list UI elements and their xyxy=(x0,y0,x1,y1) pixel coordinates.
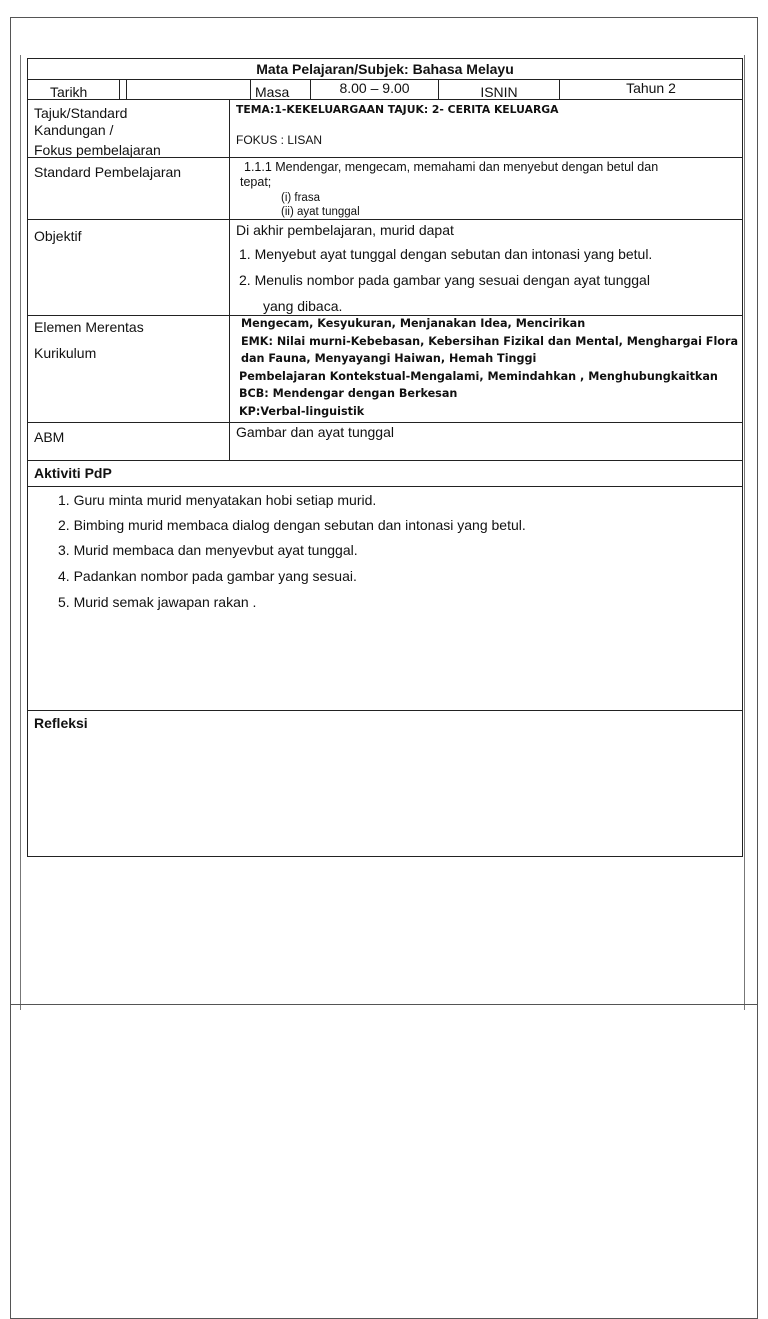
standard-line-4: (ii) ayat tunggal xyxy=(281,206,360,218)
tema-text: TEMA:1-KEKELUARGAAN TAJUK: 2- CERITA KELUARGA xyxy=(236,103,559,116)
objektif-intro: Di akhir pembelajaran, murid dapat xyxy=(236,222,454,238)
margin-line-right xyxy=(744,55,745,1010)
abm-label: ABM xyxy=(34,429,65,445)
tarikh-value[interactable] xyxy=(126,79,250,99)
aktiviti-item-3: 3. Murid membaca dan menyevbut ayat tunggal. xyxy=(58,542,358,558)
margin-line-left xyxy=(20,55,21,1010)
subject-title: Mata Pelajaran/Subjek: Bahasa Melayu xyxy=(256,61,514,77)
elemen-line-4: Pembelajaran Kontekstual-Mengalami, Memindahkan , Menghubungkaitkan xyxy=(239,370,718,383)
elemen-line-1: Mengecam, Kesyukuran, Menjanakan Idea, Mencirikan xyxy=(241,317,586,330)
refleksi-heading: Refleksi xyxy=(34,715,88,731)
aktiviti-item-2: 2. Bimbing murid membaca dialog dengan sebutan dan intonasi yang betul. xyxy=(58,517,526,533)
objektif-item-3: yang dibaca. xyxy=(263,298,343,314)
objektif-item-2: 2. Menulis nombor pada gambar yang sesuai dengan ayat tunggal xyxy=(239,272,650,288)
elemen-line-5: BCB: Mendengar dengan Berkesan xyxy=(239,387,458,400)
standard-label: Standard Pembelajaran xyxy=(34,164,182,180)
day-value: ISNIN xyxy=(438,79,559,99)
elemen-line-6: KP:Verbal-linguistik xyxy=(239,405,365,418)
lesson-plan-table xyxy=(27,58,743,857)
tajuk-label-1: Tajuk/Standard xyxy=(34,105,128,121)
aktiviti-heading: Aktiviti PdP xyxy=(34,465,112,481)
aktiviti-item-4: 4. Padankan nombor pada gambar yang sesuai. xyxy=(58,568,357,584)
aktiviti-item-5: 5. Murid semak jawapan rakan . xyxy=(58,594,257,610)
abm-value: Gambar dan ayat tunggal xyxy=(236,424,394,440)
tarikh-label: Tarikh xyxy=(50,84,88,100)
tajuk-label-2: Kandungan / xyxy=(34,122,114,138)
objektif-label: Objektif xyxy=(34,228,82,244)
standard-line-1: 1.1.1 Mendengar, mengecam, memahami dan menyebut dengan betul dan xyxy=(244,160,659,174)
elemen-line-3: dan Fauna, Menyayangi Haiwan, Hemah Tinggi xyxy=(241,352,537,365)
tajuk-label-3: Fokus pembelajaran xyxy=(34,142,161,158)
standard-line-2: tepat; xyxy=(240,175,272,189)
tahun-value: Tahun 2 xyxy=(559,79,742,99)
masa-value: 8.00 – 9.00 xyxy=(310,79,438,99)
elemen-label-1: Elemen Merentas xyxy=(34,319,144,335)
aktiviti-item-1: 1. Guru minta murid menyatakan hobi setiap murid. xyxy=(58,492,377,508)
fokus-text: FOKUS : LISAN xyxy=(236,133,323,147)
standard-line-3: (i) frasa xyxy=(281,192,320,204)
label-column-divider xyxy=(229,99,230,460)
objektif-item-1: 1. Menyebut ayat tunggal dengan sebutan dan intonasi yang betul. xyxy=(239,246,653,262)
elemen-line-2: EMK: Nilai murni-Kebebasan, Kebersihan Fizikal dan Mental, Menghargai Flora xyxy=(241,335,739,348)
page-divider xyxy=(10,1004,758,1005)
elemen-label-2: Kurikulum xyxy=(34,345,97,361)
masa-label: Masa xyxy=(250,79,310,99)
